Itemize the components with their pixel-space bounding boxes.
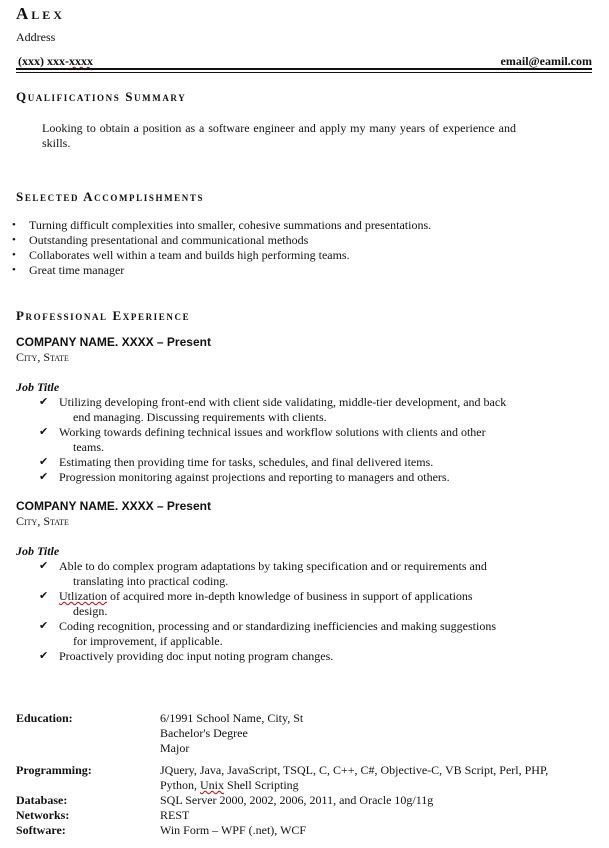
duty-item: ✔ Utilizing developing front-end with client side validating, middle-tier development, and back end managing. Discussing requirements with clients. [39,395,507,424]
duty-item: ✔ Estimating then providing time for tasks, schedules, and final delivered items. [39,455,434,469]
phone-prefix: (xxx) xxx- [18,54,69,68]
qualifications-text: Looking to obtain a position as a software engineer and apply my many years of experience and skills. [42,121,516,150]
accomplishment-item: • Great time manager [12,263,431,278]
accomplishment-item: • Outstanding presentational and communicational methods [12,233,431,248]
software-value: Win Form – WPF (.net), WCF [160,823,307,837]
header-divider-thick [16,68,592,70]
header-divider-thin [16,72,592,73]
company-location: City, State [16,514,69,528]
programming-value: JQuery, Java, JavaScript, TSQL, C, C++, C#, Objective-C, VB Script, Perl, PHP, Python, Unix Shell Scripting [160,763,549,792]
programming-label: Programming: [16,763,92,777]
applicant-name: Alex [16,4,65,23]
company-name: COMPANY NAME. XXXX – Present [16,335,211,349]
qualifications-heading: Qualifications Summary [16,89,187,104]
checkmark-icon: ✔ [39,560,49,572]
accomplishment-item: • Turning difficult complexities into smaller, cohesive summations and presentations. [12,218,431,233]
accomplishment-item: • Collaborates well within a team and builds high performing teams. [12,248,431,263]
duty-item: ✔ Utlization of acquired more in-depth knowledge of business in support of applications design. [39,589,473,618]
company-location: City, State [16,350,69,364]
software-label: Software: [16,823,66,837]
phone-suffix: xxxx [69,54,93,68]
database-label: Database: [16,793,68,807]
checkmark-icon: ✔ [39,620,49,632]
job-title: Job Title [16,544,60,558]
email-address: email@eamil.com [500,54,592,68]
checkmark-icon: ✔ [39,471,49,483]
job-duties-list [39,559,549,664]
checkmark-icon: ✔ [39,396,49,408]
duty-item: ✔ Proactively providing doc input noting program changes. [39,649,334,663]
networks-value: REST [160,808,190,822]
experience-heading: Professional Experience [16,308,191,323]
checkmark-icon: ✔ [39,456,49,468]
job-duties-list [39,395,549,485]
duty-item: ✔ Coding recognition, processing and or standardizing inefficiencies and making suggestions for improvement, if applicable. [39,619,497,648]
education-value: 6/1991 School Name, City, St Bachelor's Degree Major [160,711,304,755]
networks-label: Networks: [16,808,70,822]
accomplishments-heading: Selected Accomplishments [16,189,205,204]
address: Address [16,30,56,44]
database-value: SQL Server 2000, 2002, 2006, 2011, and Oracle 10g/11g [160,793,434,807]
checkmark-icon: ✔ [39,650,49,662]
accomplishments-list [12,218,431,278]
company-name: COMPANY NAME. XXXX – Present [16,499,211,513]
duty-item: ✔ Able to do complex program adaptations by taking specification and or requirements and translating into practical coding. [39,559,487,588]
job-title: Job Title [16,380,60,394]
checkmark-icon: ✔ [39,590,49,602]
education-label: Education: [16,711,73,725]
checkmark-icon: ✔ [39,426,49,438]
phone-number [18,54,93,69]
duty-item: ✔ Progression monitoring against projections and reporting to managers and others. [39,470,450,484]
duty-item: ✔ Working towards defining technical issues and workflow solutions with clients and other teams. [39,425,486,454]
